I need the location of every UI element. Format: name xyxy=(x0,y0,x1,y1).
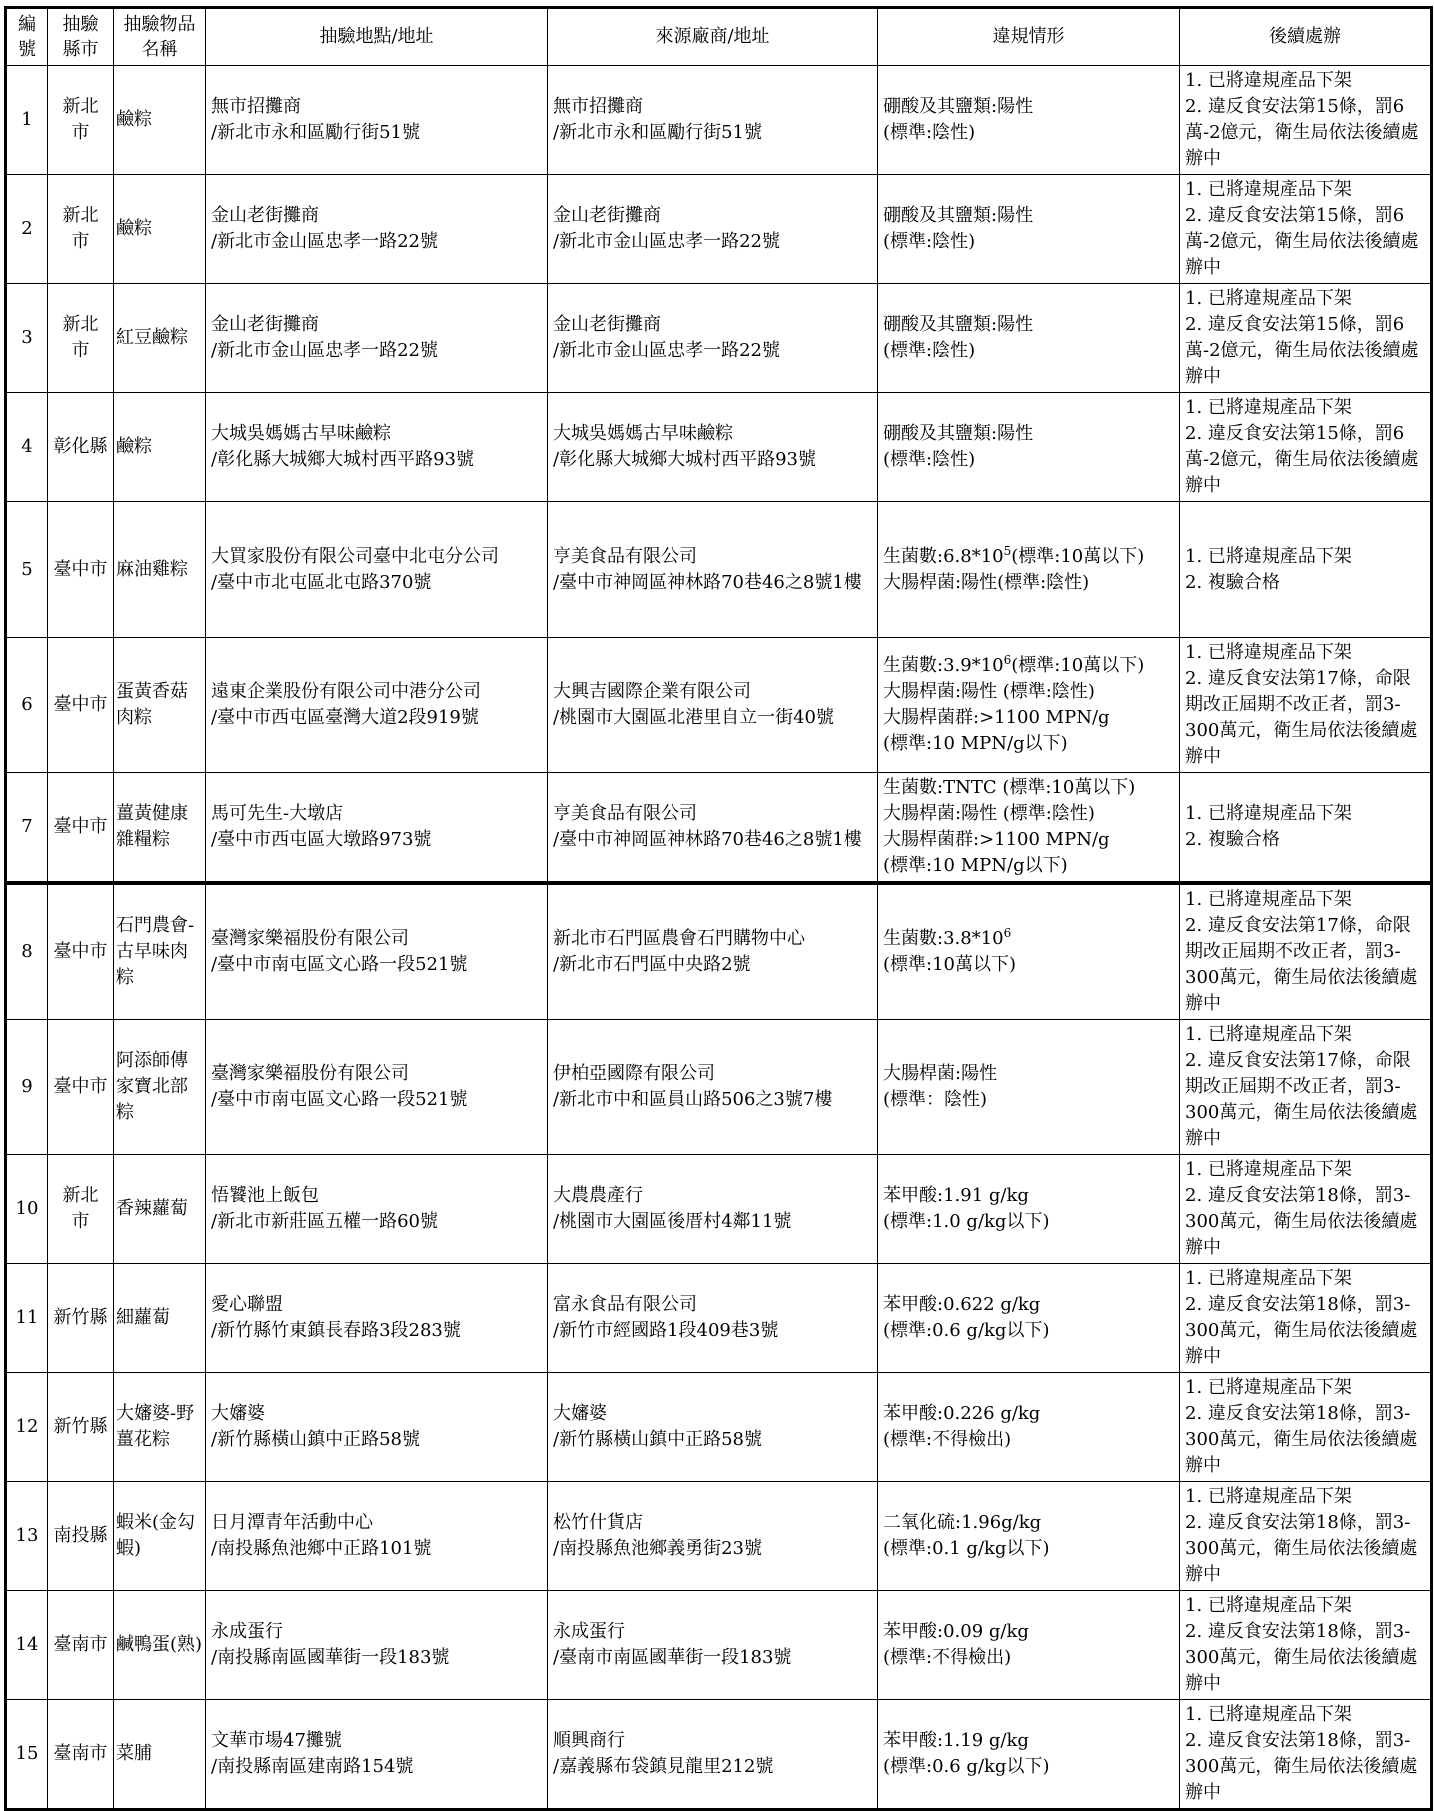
cell-source xyxy=(548,1482,878,1591)
cell-line: (標準:陰性) xyxy=(883,449,976,470)
cell-line: 2. 違反食安法第15條，罰6萬-2億元，衛生局依法後續處辦中 xyxy=(1185,314,1419,387)
cell-no: 4 xyxy=(6,393,48,502)
cell-county xyxy=(48,638,114,773)
cell-followup xyxy=(1180,393,1432,502)
cell-line: 市 xyxy=(71,122,90,143)
cell-line: /新北市中和區員山路506之3號7樓 xyxy=(553,1089,833,1110)
cell-item xyxy=(114,175,206,284)
cell-no: 2 xyxy=(6,175,48,284)
cell-source xyxy=(548,1264,878,1373)
cell-violation xyxy=(878,773,1180,884)
cell-line: 伊柏亞國際有限公司 xyxy=(553,1063,715,1084)
cell-sampling xyxy=(206,502,548,638)
cell-line: 1. 已將違規產品下架 xyxy=(1185,889,1352,910)
cell-line: 順興商行 xyxy=(553,1730,625,1751)
cell-line: /桃園市大園區北港里自立一街40號 xyxy=(553,707,834,728)
cell-no: 9 xyxy=(6,1020,48,1155)
cell-line: 1. 已將違規產品下架 xyxy=(1185,803,1352,824)
cell-county xyxy=(48,1482,114,1591)
cell-line: 市 xyxy=(71,231,90,252)
cell-line: (標準:陰性) xyxy=(883,340,976,361)
cell-item xyxy=(114,638,206,773)
cell-line: 新北 xyxy=(62,96,99,117)
cell-line: 1. 已將違規產品下架 xyxy=(1185,70,1352,91)
cell-line: /臺中市南屯區文心路一段521號 xyxy=(211,954,468,975)
cell-item xyxy=(114,883,206,1020)
cell-item xyxy=(114,1591,206,1700)
cell-line: 1. 已將違規產品下架 xyxy=(1185,1159,1352,1180)
cell-line: 無市招攤商 xyxy=(553,96,643,117)
header-violation: 違規情形 xyxy=(878,8,1180,66)
cell-line: /南投縣魚池鄉中正路101號 xyxy=(211,1538,432,1559)
cell-source xyxy=(548,1020,878,1155)
cell-followup xyxy=(1180,1264,1432,1373)
cell-line: 1. 已將違規產品下架 xyxy=(1185,288,1352,309)
cell-no: 5 xyxy=(6,502,48,638)
cell-county xyxy=(48,66,114,175)
cell-source xyxy=(548,1373,878,1482)
cell-line: /臺中市北屯區北屯路370號 xyxy=(211,571,432,593)
cell-line: /南投縣南區建南路154號 xyxy=(211,1756,414,1777)
cell-no: 13 xyxy=(6,1482,48,1591)
header-sampling: 抽驗地點/地址 xyxy=(206,8,548,66)
cell-violation xyxy=(878,1155,1180,1264)
cell-line: 大買家股份有限公司臺中北屯分公司 xyxy=(211,545,499,567)
cell-county xyxy=(48,1020,114,1155)
cell-line: 臺中市 xyxy=(53,694,108,715)
cell-county xyxy=(48,1373,114,1482)
cell-violation xyxy=(878,1591,1180,1700)
cell-line: 大興吉國際企業有限公司 xyxy=(553,681,751,702)
cell-line: 1. 已將違規產品下架 xyxy=(1185,1595,1352,1616)
cell-line: 彰化縣 xyxy=(53,436,108,457)
cell-line: /臺中市西屯區大墩路973號 xyxy=(211,829,432,850)
cell-followup xyxy=(1180,883,1432,1020)
cell-line: 2. 違反食安法第18條，罰3-300萬元，衛生局依法後續處辦中 xyxy=(1185,1403,1418,1476)
cell-no: 14 xyxy=(6,1591,48,1700)
cell-county xyxy=(48,175,114,284)
cell-line: /桃園市大園區後厝村4鄰11號 xyxy=(553,1211,792,1232)
cell-item xyxy=(114,1264,206,1373)
cell-line: 大腸桿菌:陽性 xyxy=(883,1063,998,1084)
cell-sampling xyxy=(206,1020,548,1155)
cell-line: 1. 已將違規產品下架 xyxy=(1185,1486,1352,1507)
cell-violation xyxy=(878,1373,1180,1482)
cell-followup xyxy=(1180,638,1432,773)
table-row xyxy=(6,1700,1432,1810)
table-row xyxy=(6,175,1432,284)
cell-line: 新北 xyxy=(62,314,99,335)
cell-line: 愛心聯盟 xyxy=(211,1294,283,1315)
header-no: 編 號 xyxy=(6,8,48,66)
cell-line: 2. 複驗合格 xyxy=(1185,571,1280,593)
cell-line: /新北市永和區勵行街51號 xyxy=(553,122,762,143)
cell-line: 2. 違反食安法第15條，罰6萬-2億元，衛生局依法後續處辦中 xyxy=(1185,205,1419,278)
table-row xyxy=(6,66,1432,175)
cell-line: 新北市石門區農會石門購物中心 xyxy=(553,928,805,949)
cell-line: 苯甲酸:0.622 g/kg xyxy=(883,1294,1041,1315)
cell-line: /南投縣南區國華街一段183號 xyxy=(211,1647,450,1668)
cell-line: (標準:10 MPN/g以下) xyxy=(883,855,1068,876)
cell-violation xyxy=(878,175,1180,284)
cell-source xyxy=(548,638,878,773)
cell-line: 生菌數:TNTC (標準:10萬以下) xyxy=(883,777,1136,798)
cell-line: 硼酸及其鹽類:陽性 xyxy=(883,314,1034,335)
cell-county xyxy=(48,393,114,502)
cell-line: 2. 複驗合格 xyxy=(1185,829,1280,850)
cell-source xyxy=(548,175,878,284)
cell-line: 大農農產行 xyxy=(553,1185,643,1206)
cell-line: 大腸桿菌群:>1100 MPN/g xyxy=(883,707,1110,728)
cell-line: 2. 違反食安法第18條，罰3-300萬元，衛生局依法後續處辦中 xyxy=(1185,1185,1418,1258)
table-row xyxy=(6,1373,1432,1482)
cell-violation xyxy=(878,1700,1180,1810)
cell-no: 1 xyxy=(6,66,48,175)
cell-line: /臺南市南區國華街一段183號 xyxy=(553,1647,792,1668)
cell-line: 大嬸婆 xyxy=(553,1403,607,1424)
cell-line: /臺中市西屯區臺灣大道2段919號 xyxy=(211,707,479,728)
cell-line: (標準:0.6 g/kg以下) xyxy=(883,1756,1050,1777)
cell-line: 香辣蘿蔔 xyxy=(116,1198,188,1219)
cell-source xyxy=(548,502,878,638)
cell-line: 2. 違反食安法第17條，命限期改正屆期不改正者，罰3-300萬元，衛生局依法後續處辦中 xyxy=(1185,668,1418,767)
cell-line: 大嬸婆-野薑花粽 xyxy=(116,1403,195,1450)
cell-line: 1. 已將違規產品下架 xyxy=(1185,397,1352,418)
cell-line: 鹼粽 xyxy=(116,109,152,130)
cell-followup xyxy=(1180,1155,1432,1264)
cell-no: 7 xyxy=(6,773,48,884)
cell-line: 阿添師傳家寶北部粽 xyxy=(116,1050,188,1123)
cell-county xyxy=(48,1155,114,1264)
cell-line: 臺南市 xyxy=(53,1743,108,1764)
cell-violation xyxy=(878,393,1180,502)
table-row xyxy=(6,1155,1432,1264)
cell-line: 金山老街攤商 xyxy=(211,314,319,335)
cell-line: 1. 已將違規產品下架 xyxy=(1185,1024,1352,1045)
table-row xyxy=(6,284,1432,393)
cell-violation xyxy=(878,1482,1180,1591)
cell-violation xyxy=(878,284,1180,393)
cell-followup xyxy=(1180,1591,1432,1700)
header-county: 抽驗 縣市 xyxy=(48,8,114,66)
cell-line: 臺中市 xyxy=(53,558,108,580)
cell-line: 鹹鴨蛋(熟) xyxy=(116,1634,203,1655)
cell-line: 臺中市 xyxy=(53,941,108,962)
cell-no: 8 xyxy=(6,883,48,1020)
cell-county xyxy=(48,1700,114,1810)
cell-line: 1. 已將違規產品下架 xyxy=(1185,179,1352,200)
cell-no: 3 xyxy=(6,284,48,393)
cell-line: 薑黃健康雜糧粽 xyxy=(116,803,188,850)
cell-line: /彰化縣大城鄉大城村西平路93號 xyxy=(211,449,474,470)
cell-line: 1. 已將違規產品下架 xyxy=(1185,545,1352,567)
cell-line: 石門農會-古早味肉粽 xyxy=(116,915,195,988)
cell-line: 鹼粽 xyxy=(116,436,152,457)
cell-line: /新北市金山區忠孝一路22號 xyxy=(553,231,780,252)
cell-county xyxy=(48,883,114,1020)
cell-line: (標準：陰性) xyxy=(883,1089,988,1110)
cell-item xyxy=(114,1020,206,1155)
cell-line: 金山老街攤商 xyxy=(553,205,661,226)
violation-table xyxy=(4,6,1433,1811)
cell-county xyxy=(48,284,114,393)
cell-line: /新竹縣橫山鎮中正路58號 xyxy=(211,1429,420,1450)
cell-line: 市 xyxy=(71,1211,90,1232)
cell-line: 2. 違反食安法第17條，命限期改正屆期不改正者，罰3-300萬元，衛生局依法後續處辦中 xyxy=(1185,1050,1418,1149)
cell-line: /新北市永和區勵行街51號 xyxy=(211,122,420,143)
cell-line: 臺灣家樂福股份有限公司 xyxy=(211,928,409,949)
cell-line: 臺南市 xyxy=(53,1634,108,1655)
cell-line: 新北 xyxy=(62,205,99,226)
cell-line: 蛋黃香菇肉粽 xyxy=(116,681,188,728)
cell-line: /臺中市南屯區文心路一段521號 xyxy=(211,1089,468,1110)
cell-line: 細蘿蔔 xyxy=(116,1307,170,1328)
cell-line: 生菌數$:3.9*10^6$(標準:10萬以下) xyxy=(883,653,1145,676)
cell-line: (標準:0.1 g/kg以下) xyxy=(883,1538,1050,1559)
cell-source xyxy=(548,393,878,502)
cell-violation xyxy=(878,1264,1180,1373)
cell-violation xyxy=(878,638,1180,773)
cell-line: 大腸桿菌:陽性 (標準:陰性) xyxy=(883,681,1095,702)
cell-sampling xyxy=(206,1700,548,1810)
cell-line: /新北市石門區中央路2號 xyxy=(553,954,751,975)
cell-line: 富永食品有限公司 xyxy=(553,1294,697,1315)
cell-source xyxy=(548,1700,878,1810)
table-row xyxy=(6,1591,1432,1700)
cell-line: /新北市新莊區五權一路60號 xyxy=(211,1211,438,1232)
cell-followup xyxy=(1180,284,1432,393)
cell-line: 金山老街攤商 xyxy=(553,314,661,335)
cell-line: 臺灣家樂福股份有限公司 xyxy=(211,1063,409,1084)
cell-source xyxy=(548,284,878,393)
cell-sampling xyxy=(206,1373,548,1482)
cell-source xyxy=(548,1591,878,1700)
cell-line: 2. 違反食安法第18條，罰3-300萬元，衛生局依法後續處辦中 xyxy=(1185,1294,1418,1367)
cell-followup xyxy=(1180,1482,1432,1591)
cell-source xyxy=(548,883,878,1020)
cell-line: (標準:陰性) xyxy=(883,122,976,143)
cell-line: 馬可先生-大墩店 xyxy=(211,803,344,824)
cell-violation xyxy=(878,1020,1180,1155)
cell-item xyxy=(114,1155,206,1264)
cell-sampling xyxy=(206,393,548,502)
cell-no: 10 xyxy=(6,1155,48,1264)
cell-sampling xyxy=(206,883,548,1020)
cell-line: 亨美食品有限公司 xyxy=(553,545,697,567)
cell-sampling xyxy=(206,773,548,884)
cell-line: 二氧化硫:1.96g/kg xyxy=(883,1512,1042,1533)
cell-line: 紅豆鹼粽 xyxy=(116,327,188,348)
cell-line: 硼酸及其鹽類:陽性 xyxy=(883,423,1034,444)
cell-line: 苯甲酸:0.226 g/kg xyxy=(883,1403,1041,1424)
cell-line: 松竹什貨店 xyxy=(553,1512,643,1533)
cell-line: /臺中市神岡區神林路70巷46之8號1樓 xyxy=(553,571,862,593)
cell-line: (標準:陰性) xyxy=(883,231,976,252)
cell-line: (標準:1.0 g/kg以下) xyxy=(883,1211,1050,1232)
cell-line: 新北 xyxy=(62,1185,99,1206)
cell-line: 麻油雞粽 xyxy=(116,558,188,580)
cell-line: 大腸桿菌群:>1100 MPN/g xyxy=(883,829,1110,850)
cell-county xyxy=(48,773,114,884)
header-source: 來源廠商/地址 xyxy=(548,8,878,66)
table-body xyxy=(6,66,1432,1810)
cell-sampling xyxy=(206,1591,548,1700)
cell-line: /新竹市經國路1段409巷3號 xyxy=(553,1320,779,1341)
table-row xyxy=(6,1020,1432,1155)
cell-line: 1. 已將違規產品下架 xyxy=(1185,642,1352,663)
cell-line: 遠東企業股份有限公司中港分公司 xyxy=(211,681,481,702)
cell-sampling xyxy=(206,284,548,393)
cell-followup xyxy=(1180,1700,1432,1810)
cell-line: 悟饕池上飯包 xyxy=(211,1185,319,1206)
cell-item xyxy=(114,393,206,502)
cell-county xyxy=(48,1591,114,1700)
cell-sampling xyxy=(206,1482,548,1591)
cell-item xyxy=(114,1373,206,1482)
cell-line: /嘉義縣布袋鎮見龍里212號 xyxy=(553,1756,774,1777)
cell-line: 臺中市 xyxy=(53,816,108,837)
cell-followup xyxy=(1180,1373,1432,1482)
cell-line: 生菌數$:6.8*10^5$(標準:10萬以下) xyxy=(883,543,1145,567)
cell-line: (標準:10 MPN/g以下) xyxy=(883,733,1068,754)
table-row xyxy=(6,1264,1432,1373)
cell-followup xyxy=(1180,66,1432,175)
cell-line: 市 xyxy=(71,340,90,361)
cell-item xyxy=(114,66,206,175)
cell-followup xyxy=(1180,1020,1432,1155)
cell-line: 大城吳媽媽古早味鹼粽 xyxy=(211,423,391,444)
cell-line: /南投縣魚池鄉義勇街23號 xyxy=(553,1538,762,1559)
table-row xyxy=(6,883,1432,1020)
cell-county xyxy=(48,502,114,638)
cell-line: (標準:10萬以下) xyxy=(883,954,1017,975)
cell-sampling xyxy=(206,1155,548,1264)
cell-line: /新北市金山區忠孝一路22號 xyxy=(211,231,438,252)
cell-item xyxy=(114,502,206,638)
cell-violation xyxy=(878,883,1180,1020)
cell-line: (標準:不得檢出) xyxy=(883,1647,1012,1668)
cell-followup xyxy=(1180,773,1432,884)
cell-line: /臺中市神岡區神林路70巷46之8號1樓 xyxy=(553,829,862,850)
cell-line: 亨美食品有限公司 xyxy=(553,803,697,824)
table-row xyxy=(6,638,1432,773)
header-followup: 後續處辦 xyxy=(1180,8,1432,66)
cell-item xyxy=(114,773,206,884)
cell-line: 苯甲酸:0.09 g/kg xyxy=(883,1621,1029,1642)
cell-violation xyxy=(878,66,1180,175)
cell-line: /新北市金山區忠孝一路22號 xyxy=(553,340,780,361)
cell-line: 臺中市 xyxy=(53,1076,108,1097)
cell-line: 蝦米(金勾蝦) xyxy=(116,1512,196,1559)
cell-line: 新竹縣 xyxy=(53,1416,108,1437)
table-row xyxy=(6,502,1432,638)
cell-line: 大城吳媽媽古早味鹼粽 xyxy=(553,423,733,444)
cell-line: 菜脯 xyxy=(116,1743,152,1764)
cell-line: 2. 違反食安法第17條，命限期改正屆期不改正者，罰3-300萬元，衛生局依法後續處辦中 xyxy=(1185,915,1418,1014)
cell-no: 15 xyxy=(6,1700,48,1810)
cell-line: 苯甲酸:1.19 g/kg xyxy=(883,1730,1029,1751)
cell-line: 永成蛋行 xyxy=(211,1621,283,1642)
cell-sampling xyxy=(206,66,548,175)
cell-line: 2. 違反食安法第18條，罰3-300萬元，衛生局依法後續處辦中 xyxy=(1185,1512,1418,1585)
cell-sampling xyxy=(206,638,548,773)
cell-violation xyxy=(878,502,1180,638)
cell-line: 2. 違反食安法第15條，罰6萬-2億元，衛生局依法後續處辦中 xyxy=(1185,96,1419,169)
cell-line: 金山老街攤商 xyxy=(211,205,319,226)
cell-followup xyxy=(1180,175,1432,284)
cell-line: 大嬸婆 xyxy=(211,1403,265,1424)
cell-no: 6 xyxy=(6,638,48,773)
cell-line: 日月潭青年活動中心 xyxy=(211,1512,373,1533)
cell-line: /彰化縣大城鄉大城村西平路93號 xyxy=(553,449,816,470)
cell-line: 1. 已將違規產品下架 xyxy=(1185,1704,1352,1725)
table-row xyxy=(6,773,1432,884)
cell-line: 新竹縣 xyxy=(53,1307,108,1328)
cell-followup xyxy=(1180,502,1432,638)
header-row xyxy=(6,8,1432,66)
cell-line: 硼酸及其鹽類:陽性 xyxy=(883,96,1034,117)
cell-source xyxy=(548,66,878,175)
cell-line: 2. 違反食安法第15條，罰6萬-2億元，衛生局依法後續處辦中 xyxy=(1185,423,1419,496)
cell-line: /新竹縣竹東鎮長春路3段283號 xyxy=(211,1320,461,1341)
cell-line: /新北市金山區忠孝一路22號 xyxy=(211,340,438,361)
cell-line: (標準:不得檢出) xyxy=(883,1429,1012,1450)
cell-no: 11 xyxy=(6,1264,48,1373)
cell-line: 鹼粽 xyxy=(116,218,152,239)
cell-sampling xyxy=(206,1264,548,1373)
cell-line: 2. 違反食安法第18條，罰3-300萬元，衛生局依法後續處辦中 xyxy=(1185,1621,1418,1694)
cell-line: 永成蛋行 xyxy=(553,1621,625,1642)
cell-line: 南投縣 xyxy=(53,1525,108,1546)
cell-line: 生菌數$:3.8*10^6$ xyxy=(883,926,1012,949)
cell-item xyxy=(114,284,206,393)
cell-sampling xyxy=(206,175,548,284)
cell-line: /新竹縣橫山鎮中正路58號 xyxy=(553,1429,762,1450)
cell-source xyxy=(548,773,878,884)
cell-line: 1. 已將違規產品下架 xyxy=(1185,1268,1352,1289)
cell-line: 1. 已將違規產品下架 xyxy=(1185,1377,1352,1398)
cell-source xyxy=(548,1155,878,1264)
cell-line: 大腸桿菌:陽性 (標準:陰性) xyxy=(883,803,1095,824)
cell-item xyxy=(114,1482,206,1591)
table-row xyxy=(6,1482,1432,1591)
cell-line: 2. 違反食安法第18條，罰3-300萬元，衛生局依法後續處辦中 xyxy=(1185,1730,1418,1803)
cell-county xyxy=(48,1264,114,1373)
cell-line: 苯甲酸:1.91 g/kg xyxy=(883,1185,1029,1206)
cell-line: 硼酸及其鹽類:陽性 xyxy=(883,205,1034,226)
header-item: 抽驗物品 名稱 xyxy=(114,8,206,66)
cell-line: 大腸桿菌:陽性(標準:陰性) xyxy=(883,571,1090,593)
cell-no: 12 xyxy=(6,1373,48,1482)
cell-item xyxy=(114,1700,206,1810)
cell-line: 文華市場47攤號 xyxy=(211,1730,342,1751)
cell-line: 無市招攤商 xyxy=(211,96,301,117)
table-row xyxy=(6,393,1432,502)
cell-line: (標準:0.6 g/kg以下) xyxy=(883,1320,1050,1341)
